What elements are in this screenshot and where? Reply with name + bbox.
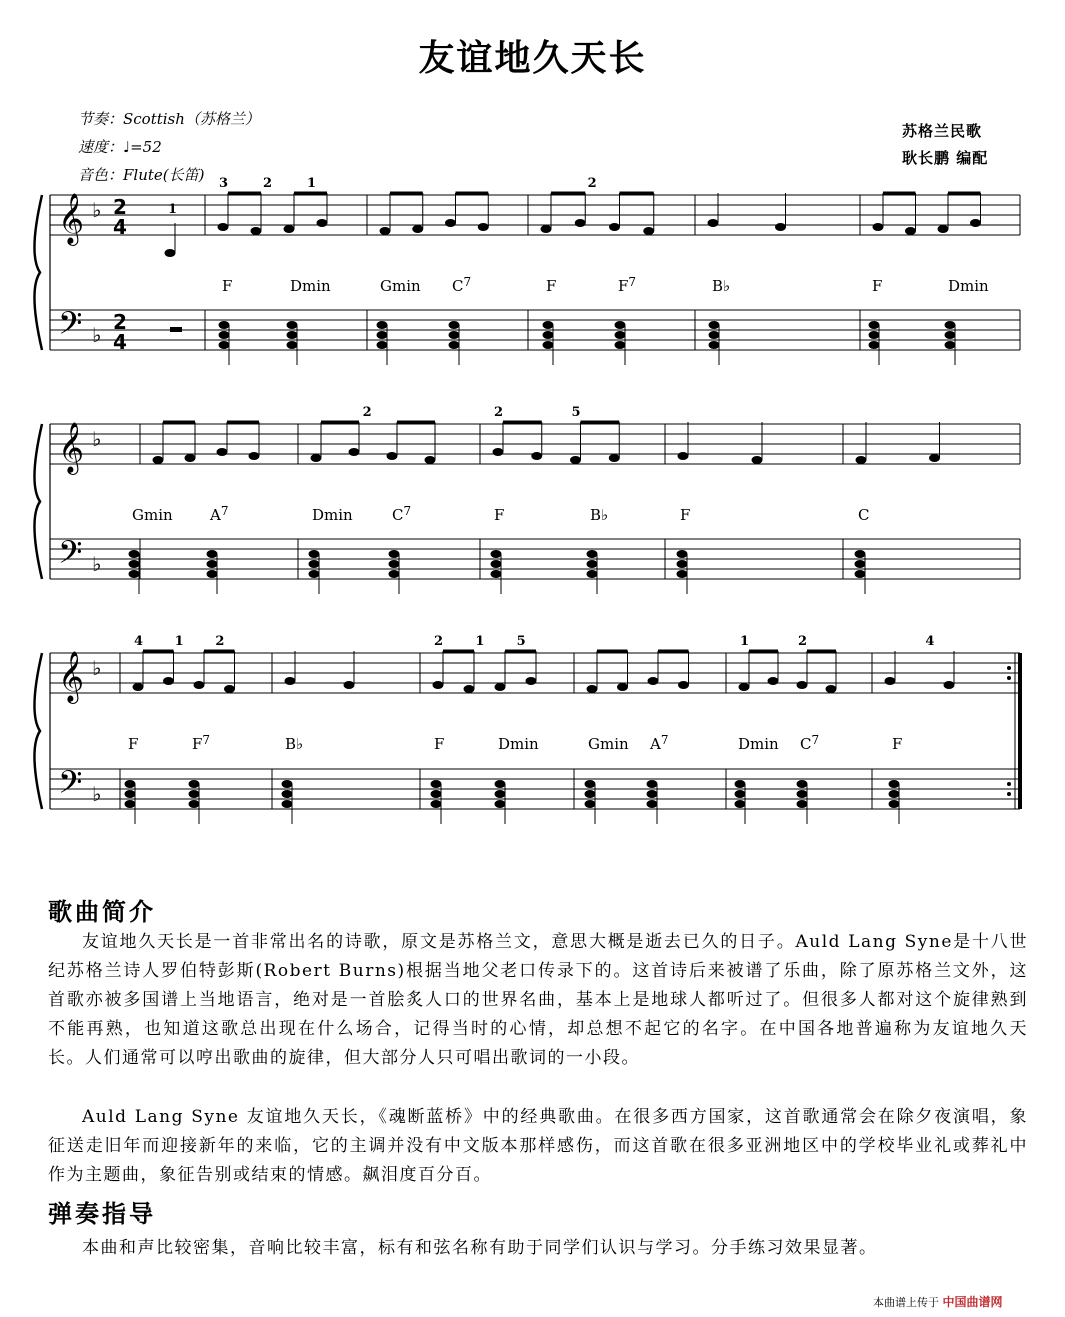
- brace: [34, 653, 42, 809]
- chord-name: Dmin: [312, 506, 353, 524]
- fingering-number: 2: [362, 405, 372, 420]
- note-head: [797, 681, 808, 689]
- chord-name: F: [872, 277, 883, 295]
- fingering-number: 5: [571, 405, 581, 420]
- bass-note-head: [709, 321, 720, 329]
- bass-note-head: [615, 341, 626, 349]
- note-head: [153, 456, 164, 464]
- fingering-number: 1: [475, 634, 485, 649]
- note-head: [708, 219, 719, 227]
- note-head: [445, 219, 456, 227]
- chord-name: $F^7$: [618, 275, 637, 295]
- bass-note-head: [945, 341, 956, 349]
- bass-note-head: [282, 780, 293, 788]
- repeat-dot: [1007, 782, 1011, 786]
- note-head: [526, 677, 537, 685]
- note-head: [478, 223, 489, 231]
- bass-note-head: [449, 321, 460, 329]
- bass-note-head: [219, 331, 230, 339]
- note-head: [311, 454, 322, 462]
- note-head: [425, 456, 436, 464]
- bass-note-head: [869, 341, 880, 349]
- repeat-dot: [1007, 792, 1011, 796]
- note-head: [380, 227, 391, 235]
- bass-note-head: [647, 800, 658, 808]
- note-head: [433, 681, 444, 689]
- bass-note-head: [677, 560, 688, 568]
- fingering-number: 2: [263, 176, 273, 191]
- bass-note-head: [491, 570, 502, 578]
- note-head: [768, 677, 779, 685]
- bass-note-head: [189, 800, 200, 808]
- note-head: [185, 454, 196, 462]
- bass-note-head: [189, 790, 200, 798]
- brace: [34, 424, 42, 579]
- chord-name: C: [858, 506, 870, 524]
- bass-note-head: [389, 570, 400, 578]
- note-head: [617, 683, 628, 691]
- bass-note-head: [735, 790, 746, 798]
- bass-note-head: [647, 780, 658, 788]
- treble-clef-icon: 𝄞: [58, 193, 85, 244]
- bass-note-head: [543, 341, 554, 349]
- bass-note-head: [677, 550, 688, 558]
- note-head: [678, 681, 689, 689]
- tempo-prefix: 速度：: [78, 138, 124, 156]
- bass-note-head: [129, 550, 140, 558]
- bass-note-head: [125, 790, 136, 798]
- fingering-number: 1: [168, 202, 178, 217]
- bass-note-head: [125, 800, 136, 808]
- intro-paragraph-2: Auld Lang Syne 友谊地久天长，《魂断蓝桥》中的经典歌曲。在很多西方国家，这首歌通常会在除夕夜演唱，象征送走旧年而迎接新年的来临，它的主调并没有中文版本那样感伤，而这首歌在很多亚洲地区中的学校毕业礼或葬礼中作为主题曲，象征告别或结束的情感。飙泪度百分百。: [48, 1107, 1028, 1185]
- time-signature-bottom: 4: [113, 330, 127, 354]
- bass-note-head: [587, 570, 598, 578]
- chord-name: Dmin: [498, 735, 539, 753]
- bass-note-head: [587, 550, 598, 558]
- bass-note-head: [615, 331, 626, 339]
- page-title: 友谊地久天长: [418, 38, 647, 79]
- note-head: [938, 225, 949, 233]
- bass-note-head: [309, 570, 320, 578]
- bass-note-head: [207, 560, 218, 568]
- note-head: [194, 681, 205, 689]
- note-head: [165, 249, 176, 257]
- time-signature-top: 2: [113, 310, 127, 334]
- repeat-dot: [1007, 666, 1011, 670]
- note-head: [587, 685, 598, 693]
- bass-note-head: [869, 331, 880, 339]
- note-head: [387, 452, 398, 460]
- bass-note-head: [189, 780, 200, 788]
- bass-note-head: [449, 331, 460, 339]
- bass-note-head: [585, 800, 596, 808]
- bass-note-head: [207, 570, 218, 578]
- chord-name: $C^7$: [392, 504, 412, 524]
- bass-note-head: [491, 550, 502, 558]
- bass-note-head: [287, 321, 298, 329]
- chord-name: Gmin: [132, 506, 173, 524]
- bass-note-head: [309, 550, 320, 558]
- note-head: [609, 454, 620, 462]
- bass-note-head: [287, 341, 298, 349]
- treble-clef-icon: 𝄞: [58, 422, 85, 473]
- treble-clef-icon: 𝄞: [58, 651, 85, 702]
- guide-paragraph: 本曲和声比较密集，音响比较丰富，标有和弦名称有助于同学们认识与学习。分手练习效果显著。: [82, 1238, 878, 1258]
- note-head: [349, 448, 360, 456]
- note-head: [643, 227, 654, 235]
- intro-paragraph-1: 友谊地久天长是一首非常出名的诗歌，原文是苏格兰文，意思大概是逝去已久的日子。Auld Lang Syne是十八世纪苏格兰诗人罗伯特彭斯(Robert Burns)根据当地父老口传录下的。这首诗后来被谱了乐曲，除了原苏格兰文外，这首歌亦被多国谱上当地语言，绝对是一首脍炙人口的世界名曲，基本上是地球人都听过了。但很多人都对这个旋律熟到不能再熟，也知道这歌总出现在什么场合，记得当时的心情，却总想不起它的名字。在中国各地普遍称为友谊地久天长。人们通常可以哼出歌曲的旋律，但大部分人只可唱出歌词的一小段。: [48, 932, 1028, 1068]
- note-head: [970, 219, 981, 227]
- bass-clef-icon: 𝄢: [58, 534, 83, 578]
- rest-icon: [170, 327, 182, 332]
- bass-note-head: [889, 790, 900, 798]
- origin-label: 苏格兰民歌: [902, 122, 983, 140]
- bass-note-head: [587, 560, 598, 568]
- note-head: [885, 677, 896, 685]
- note-head: [570, 456, 581, 464]
- fingering-number: 2: [494, 405, 504, 420]
- bass-note-head: [431, 800, 442, 808]
- note-head: [284, 225, 295, 233]
- bass-note-head: [282, 790, 293, 798]
- flat-key-icon: ♭: [92, 427, 102, 451]
- note-head: [905, 227, 916, 235]
- note-head: [493, 448, 504, 456]
- intro-heading: 歌曲简介: [48, 898, 156, 926]
- flat-key-icon: ♭: [92, 656, 102, 680]
- note-head: [775, 223, 786, 231]
- chord-name: $A^7$: [210, 504, 229, 524]
- bass-note-head: [219, 341, 230, 349]
- bass-clef-icon: 𝄢: [58, 305, 83, 349]
- note-head: [249, 452, 260, 460]
- bass-note-head: [125, 780, 136, 788]
- arranger-label: 耿长鹏 编配: [902, 149, 989, 167]
- note-head: [752, 456, 763, 464]
- note-head: [133, 683, 144, 691]
- chord-name: F: [546, 277, 557, 295]
- site-logo: 中国曲谱网: [942, 1295, 1003, 1309]
- brace: [34, 195, 42, 350]
- time-signature-top: 2: [113, 195, 127, 219]
- fingering-number: 3: [219, 176, 229, 191]
- quarter-note-icon: ♩: [123, 138, 131, 156]
- fingering-number: 4: [134, 634, 144, 649]
- fingering-number: 5: [516, 634, 526, 649]
- bass-note-head: [709, 341, 720, 349]
- note-head: [826, 685, 837, 693]
- chord-name: $C^7$: [452, 275, 472, 295]
- bass-note-head: [585, 790, 596, 798]
- note-head: [856, 456, 867, 464]
- bass-note-head: [377, 331, 388, 339]
- bass-note-head: [449, 341, 460, 349]
- bass-note-head: [797, 790, 808, 798]
- chord-name: Dmin: [290, 277, 331, 295]
- chord-name: $C^7$: [800, 733, 820, 753]
- bass-note-head: [945, 331, 956, 339]
- note-head: [217, 448, 228, 456]
- note-head: [531, 452, 542, 460]
- bass-note-head: [677, 570, 688, 578]
- chord-name: F: [892, 735, 903, 753]
- note-head: [575, 219, 586, 227]
- fingering-number: 2: [587, 176, 597, 191]
- chord-name: $A^7$: [650, 733, 669, 753]
- bass-note-head: [869, 321, 880, 329]
- fingering-number: 1: [307, 176, 317, 191]
- chord-name: B♭: [590, 506, 609, 524]
- bass-note-head: [615, 321, 626, 329]
- bass-note-head: [219, 321, 230, 329]
- note-head: [648, 677, 659, 685]
- fingering-number: 2: [798, 634, 808, 649]
- note-head: [739, 683, 750, 691]
- chord-name: Gmin: [588, 735, 629, 753]
- bass-note-head: [389, 560, 400, 568]
- note-head: [944, 681, 955, 689]
- chord-name: Gmin: [380, 277, 421, 295]
- note-head: [218, 223, 229, 231]
- note-head: [412, 225, 423, 233]
- note-head: [609, 223, 620, 231]
- bass-note-head: [543, 321, 554, 329]
- footer-credit: [873, 1293, 1003, 1310]
- note-head: [464, 685, 475, 693]
- bass-note-head: [855, 550, 866, 558]
- repeat-dot: [1007, 676, 1011, 680]
- chord-name: B♭: [285, 735, 304, 753]
- note-head: [224, 685, 235, 693]
- note-head: [678, 452, 689, 460]
- chord-name: F: [128, 735, 139, 753]
- bass-note-head: [389, 550, 400, 558]
- bass-note-head: [735, 800, 746, 808]
- chord-name: F: [680, 506, 691, 524]
- flat-key-icon: ♭: [92, 198, 102, 222]
- bass-note-head: [129, 570, 140, 578]
- bass-note-head: [377, 321, 388, 329]
- bass-note-head: [889, 800, 900, 808]
- chord-name: Dmin: [738, 735, 779, 753]
- bass-note-head: [495, 780, 506, 788]
- bass-note-head: [207, 550, 218, 558]
- bass-note-head: [491, 560, 502, 568]
- bass-note-head: [129, 560, 140, 568]
- chord-name: F: [434, 735, 445, 753]
- bass-note-head: [945, 321, 956, 329]
- note-head: [495, 683, 506, 691]
- bass-note-head: [647, 790, 658, 798]
- note-head: [873, 223, 884, 231]
- bass-note-head: [735, 780, 746, 788]
- timbre-label: 音色：Flute(长笛): [78, 166, 205, 184]
- bass-note-head: [709, 331, 720, 339]
- bass-note-head: [282, 800, 293, 808]
- bass-note-head: [889, 780, 900, 788]
- bass-note-head: [495, 790, 506, 798]
- fingering-number: 2: [215, 634, 225, 649]
- bass-note-head: [309, 560, 320, 568]
- fingering-number: 1: [174, 634, 184, 649]
- rhythm-label: 节奏：Scottish（苏格兰）: [78, 110, 260, 128]
- fingering-number: 2: [434, 634, 444, 649]
- flat-key-icon: ♭: [92, 323, 102, 347]
- note-head: [344, 681, 355, 689]
- chord-name: Dmin: [948, 277, 989, 295]
- bass-note-head: [585, 780, 596, 788]
- fingering-number: 1: [740, 634, 750, 649]
- bass-note-head: [377, 341, 388, 349]
- chord-name: B♭: [712, 277, 731, 295]
- note-head: [541, 225, 552, 233]
- time-signature-bottom: 4: [113, 215, 127, 239]
- bass-note-head: [855, 560, 866, 568]
- bass-note-head: [797, 800, 808, 808]
- note-head: [251, 227, 262, 235]
- chord-name: F: [494, 506, 505, 524]
- chord-name: F: [222, 277, 233, 295]
- flat-key-icon: ♭: [92, 782, 102, 806]
- bass-note-head: [431, 790, 442, 798]
- note-head: [285, 677, 296, 685]
- bass-note-head: [543, 331, 554, 339]
- guide-heading: 弹奏指导: [48, 1200, 156, 1228]
- note-head: [317, 219, 328, 227]
- bass-note-head: [797, 780, 808, 788]
- footer-text: 本曲谱上传于: [873, 1296, 939, 1309]
- bass-note-head: [287, 331, 298, 339]
- note-head: [163, 677, 174, 685]
- fingering-number: 4: [925, 634, 935, 649]
- tempo-value: =52: [130, 138, 162, 156]
- chord-name: $F^7$: [192, 733, 211, 753]
- bass-note-head: [495, 800, 506, 808]
- bass-clef-icon: 𝄢: [58, 764, 83, 808]
- bass-note-head: [855, 570, 866, 578]
- flat-key-icon: ♭: [92, 552, 102, 576]
- bass-note-head: [431, 780, 442, 788]
- note-head: [929, 454, 940, 462]
